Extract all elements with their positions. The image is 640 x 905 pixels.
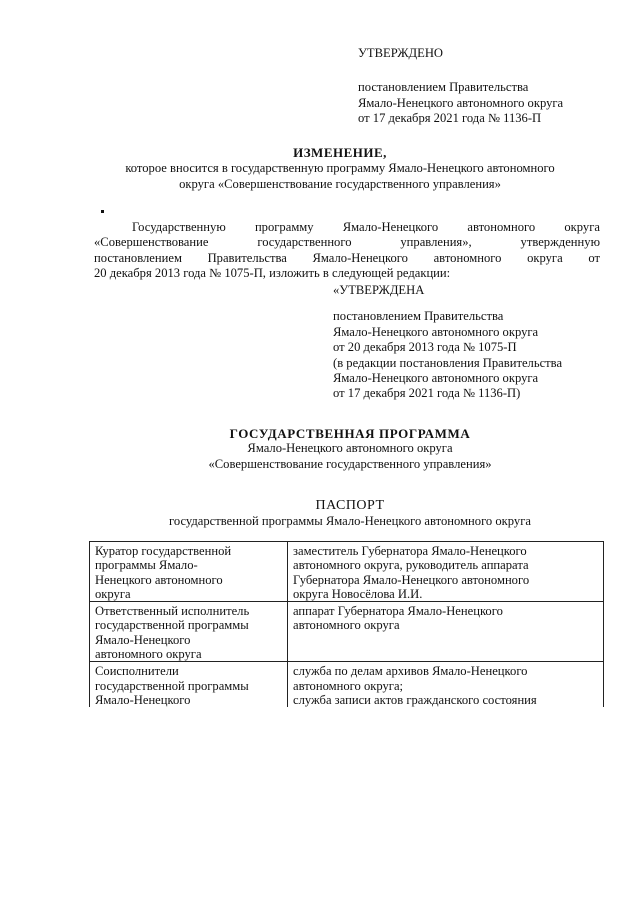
cell-line: служба по делам архивов Ямало-Ненецкого bbox=[293, 664, 528, 679]
approval-line: Ямало-Ненецкого автономного округа bbox=[333, 324, 539, 339]
passport-subtitle: государственной программы Ямало-Ненецкого автономного округа bbox=[169, 514, 531, 529]
intro-line bbox=[94, 251, 600, 266]
approval-line: Ямало-Ненецкого автономного округа bbox=[358, 95, 564, 110]
cell-line: автономного округа; bbox=[293, 678, 404, 693]
cell-line: Ненецкого автономного bbox=[95, 572, 223, 587]
cell-line: округа Новосёлова И.И. bbox=[293, 586, 423, 601]
table-cell-value bbox=[288, 542, 604, 602]
bullet-mark bbox=[101, 210, 104, 213]
intro-word: округа bbox=[564, 220, 600, 234]
passport-heading bbox=[40, 498, 640, 530]
approval-block-second bbox=[333, 283, 562, 402]
cell-line: Губернатора Ямало-Ненецкого автономного bbox=[293, 572, 530, 587]
passport-table bbox=[89, 541, 604, 707]
cell-line: автономного округа, руководитель аппарата bbox=[293, 558, 529, 573]
passport-title: ПАСПОРТ bbox=[315, 498, 385, 513]
approval-block-top bbox=[358, 46, 563, 127]
intro-word: утвержденную bbox=[520, 235, 600, 250]
program-subtitle-line: «Совершенствование государственного управления» bbox=[208, 456, 492, 471]
change-heading bbox=[40, 145, 640, 192]
table-row bbox=[90, 662, 604, 707]
table-cell-label bbox=[90, 542, 288, 602]
approval-line: постановлением Правительства bbox=[333, 309, 504, 324]
cell-line: заместитель Губернатора Ямало-Ненецкого bbox=[293, 544, 527, 558]
change-subtitle-line: округа «Совершенствование государственного управления» bbox=[179, 176, 501, 191]
program-title: ГОСУДАРСТВЕННАЯ ПРОГРАММА bbox=[229, 426, 471, 441]
cell-line: Соисполнители bbox=[95, 664, 179, 679]
intro-word: «Совершенствование bbox=[94, 235, 209, 250]
intro-line bbox=[94, 266, 600, 281]
intro-word: управления», bbox=[400, 235, 472, 250]
intro-word: Ямало-Ненецкого bbox=[342, 220, 439, 234]
program-subtitle-line: Ямало-Ненецкого автономного округа bbox=[247, 441, 453, 456]
intro-word: 20 декабря 2013 года № 1075-П, изложить в следующей редакции: bbox=[94, 266, 451, 281]
cell-line: Ямало-Ненецкого bbox=[95, 632, 191, 647]
intro-line bbox=[94, 220, 600, 235]
intro-word: автономного bbox=[433, 250, 502, 265]
table-row bbox=[90, 602, 604, 662]
cell-line: автономного округа bbox=[293, 618, 400, 633]
approval-line: (в редакции постановления Правительства bbox=[333, 355, 563, 370]
cell-line: государственной программы bbox=[95, 678, 249, 693]
intro-word: постановлением bbox=[94, 250, 182, 265]
approval-line: Ямало-Ненецкого автономного округа bbox=[333, 371, 539, 386]
cell-line: служба записи актов гражданского состояния bbox=[293, 692, 537, 707]
approval-line: от 17 декабря 2021 года № 1136-П bbox=[358, 111, 542, 126]
cell-line: Ямало-Ненецкого bbox=[95, 692, 191, 707]
cell-line: Куратор государственной bbox=[95, 544, 232, 558]
intro-word: Государственную bbox=[132, 220, 226, 234]
intro-paragraph bbox=[94, 220, 600, 282]
table-cell-value bbox=[288, 602, 604, 662]
intro-word: программу bbox=[254, 220, 314, 234]
cell-line: аппарат Губернатора Ямало-Ненецкого bbox=[293, 604, 503, 619]
table-cell-label bbox=[90, 602, 288, 662]
change-subtitle-line: которое вносится в государственную программу Ямало-Ненецкого автономного bbox=[125, 161, 555, 176]
intro-word: от bbox=[588, 250, 600, 265]
intro-word: Правительства bbox=[207, 250, 287, 265]
intro-word: округа bbox=[527, 250, 563, 265]
approval-line: от 20 декабря 2013 года № 1075-П bbox=[333, 340, 517, 355]
approval-line: от 17 декабря 2021 года № 1136-П) bbox=[333, 386, 521, 401]
cell-line: программы Ямало- bbox=[95, 558, 198, 573]
table-cell-value bbox=[288, 662, 604, 707]
cell-line: округа bbox=[95, 586, 131, 601]
intro-word: Ямало-Ненецкого bbox=[312, 250, 408, 265]
cell-line: автономного округа bbox=[95, 647, 202, 662]
intro-line bbox=[94, 235, 600, 250]
program-heading bbox=[40, 426, 640, 472]
table-row bbox=[90, 542, 604, 602]
approval-stamp: УТВЕРЖДЕНО bbox=[358, 46, 444, 60]
approval-line: постановлением Правительства bbox=[358, 80, 529, 95]
cell-line: Ответственный исполнитель bbox=[95, 604, 250, 619]
table-cell-label bbox=[90, 662, 288, 707]
cell-line: государственной программы bbox=[95, 618, 249, 633]
intro-word: государственного bbox=[257, 235, 352, 250]
change-title: ИЗМЕНЕНИЕ, bbox=[293, 145, 387, 160]
intro-word: автономного bbox=[467, 220, 536, 234]
approval-stamp: «УТВЕРЖДЕНА bbox=[333, 283, 425, 297]
